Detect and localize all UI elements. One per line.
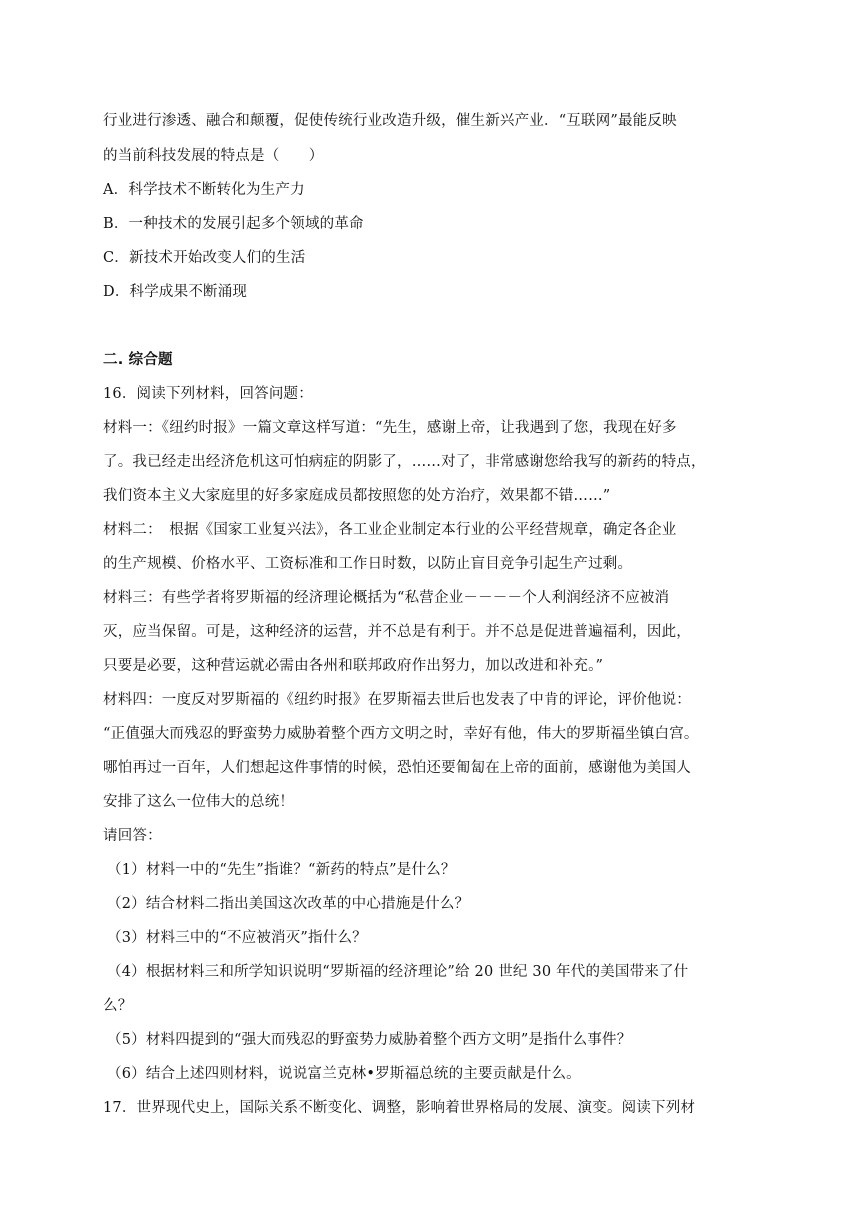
material-3-line-1: 材料三：有些学者将罗斯福的经济理论概括为“私营企业－－－－个人利润经济不应被消 bbox=[103, 590, 670, 606]
option-c: C．新技术开始改变人们的生活 bbox=[103, 250, 306, 266]
material-4-line-3: 哪怕再过一百年，人们想起这件事情的时候，恐怕还要匍匐在上帝的面前，感谢他为美国人 bbox=[103, 760, 691, 776]
sub-question-4-line-1: （4）根据材料三和所学知识说明“罗斯福的经济理论”给 20 世纪 30 年代的美国带来了什 bbox=[107, 964, 689, 980]
material-4-line-4: 安排了这么一位伟大的总统！ bbox=[103, 794, 295, 810]
material-3-line-3: 只要是必要，这种营运就必需由各州和联邦政府作出努力，加以改进和补充。” bbox=[103, 658, 604, 674]
sub-question-6: （6）结合上述四则材料，说说富兰克林•罗斯福总统的主要贡献是什么。 bbox=[107, 1066, 581, 1082]
material-2-line-1: 材料二： 根据《国家工业复兴法》，各工业企业制定本行业的公平经营规章，确定各企业 bbox=[103, 522, 677, 538]
sub-question-5: （5）材料四提到的“强大而残忍的野蛮势力威胁着整个西方文明”是指什么事件？ bbox=[107, 1032, 632, 1048]
question-15-stem-line-2: 的当前科技发展的特点是（ ） bbox=[103, 148, 324, 164]
answer-prompt: 请回答： bbox=[103, 828, 162, 844]
question-16-intro: 16．阅读下列材料，回答问题： bbox=[103, 386, 313, 402]
material-4-line-2: “正值强大而残忍的野蛮势力威胁着整个西方文明之时，幸好有他，伟大的罗斯福坐镇白宫。 bbox=[103, 726, 699, 742]
material-1-line-3: 我们资本主义大家庭里的好多家庭成员都按照您的处方治疗，效果都不错……” bbox=[103, 488, 611, 504]
section-heading: 二. 综合题 bbox=[103, 352, 173, 368]
sub-question-4-line-2: 么？ bbox=[103, 998, 133, 1014]
sub-question-2: （2）结合材料二指出美国这次改革的中心措施是什么？ bbox=[107, 896, 470, 912]
option-a: A．科学技术不断转化为生产力 bbox=[103, 182, 305, 198]
question-17-intro: 17．世界现代史上，国际关系不断变化、调整，影响着世界格局的发展、演变。阅读下列材 bbox=[103, 1100, 696, 1116]
sub-question-3: （3）材料三中的“不应被消灭”指什么？ bbox=[107, 930, 367, 946]
sub-question-1: （1）材料一中的“先生”指谁？“新药的特点”是什么？ bbox=[107, 862, 456, 878]
material-1-line-1: 材料一：《纽约时报》一篇文章这样写道：“先生，感谢上帝，让我遇到了您，我现在好多 bbox=[103, 420, 677, 436]
material-4-line-1: 材料四：一度反对罗斯福的《纽约时报》在罗斯福去世后也发表了中肯的评论，评价他说： bbox=[103, 692, 691, 708]
material-2-line-2: 的生产规模、价格水平、工资标准和工作日时数，以防止盲目竞争引起生产过剩。 bbox=[103, 556, 633, 572]
option-d: D．科学成果不断涌现 bbox=[103, 284, 248, 300]
material-3-line-2: 灭，应当保留。可是，这种经济的运营，并不总是有利于。并不总是促进普遍福利，因此， bbox=[103, 624, 691, 640]
question-15-stem-line-1: 行业进行渗透、融合和颠覆，促使传统行业改造升级，催生新兴产业．“互联网”最能反映 bbox=[103, 113, 677, 129]
option-b: B．一种技术的发展引起多个领域的革命 bbox=[103, 216, 364, 232]
material-1-line-2: 了。我已经走出经济危机这可怕病症的阴影了，……对了，非常感谢您给我写的新药的特点， bbox=[103, 454, 706, 470]
